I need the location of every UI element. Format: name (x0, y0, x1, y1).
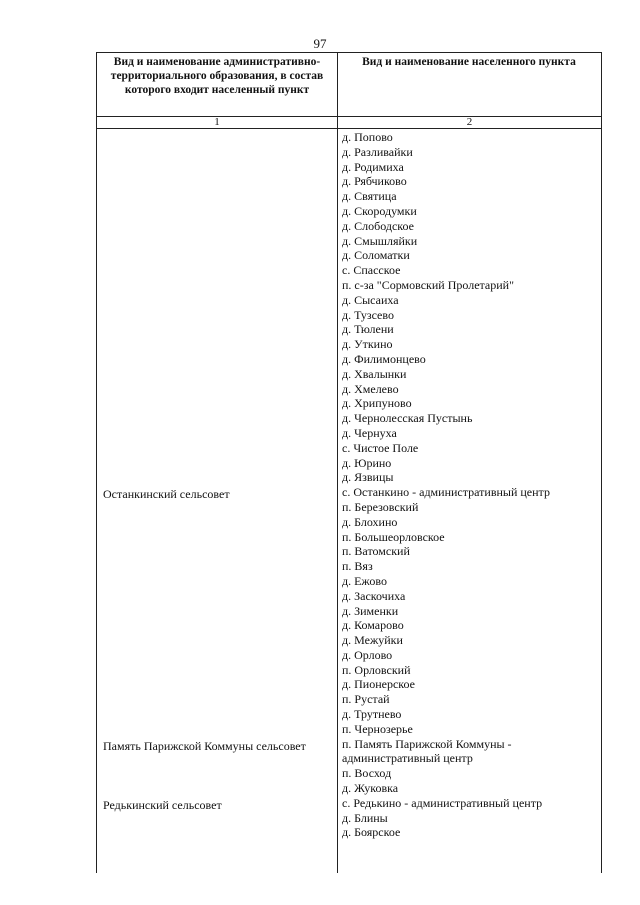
column-number-1: 1 (214, 116, 220, 128)
settlement-item: д. Трутнево (342, 707, 402, 722)
settlement-item: д. Хмелево (342, 381, 399, 396)
settlement-item: д. Боярское (342, 825, 401, 840)
header-col-1: Вид и наименование административно-территориального образования, в состав которого входит населенный пункт (110, 56, 324, 96)
settlement-item: д. Блины (342, 810, 388, 825)
settlement-item: п. Большеорловское (342, 529, 445, 544)
settlement-item: д. Чернуха (342, 425, 397, 440)
table-header-row (97, 53, 601, 117)
settlement-item: д. Хвалынки (342, 366, 407, 381)
settlement-item: п. Память Парижской Коммуны - административный центр (342, 736, 512, 766)
settlement-item: д. Рябчиково (342, 174, 407, 189)
settlement-item: д. Скородумки (342, 203, 417, 218)
settlement-item: п. Восход (342, 766, 392, 781)
settlement-item: д. Святица (342, 189, 397, 204)
settlement-item: д. Слободское (342, 218, 414, 233)
settlement-item: с. Чистое Поле (342, 440, 419, 455)
settlement-item: д. Орлово (342, 647, 393, 662)
settlement-list (342, 130, 598, 840)
settlement-item: д. Сысаиха (342, 292, 399, 307)
settlement-item: д. Разливайки (342, 144, 413, 159)
settlement-item: д. Межуйки (342, 633, 403, 648)
settlements-table (96, 52, 602, 873)
settlement-item: п. Ватомский (342, 544, 410, 559)
settlement-item: д. Комарово (342, 618, 404, 633)
settlement-item: п. Вяз (342, 559, 373, 574)
district-pamyat-parizhskoy-kommuny: Память Парижской Коммуны сельсовет (103, 739, 306, 753)
settlement-item: п. Рустай (342, 692, 390, 707)
settlement-item: д. Соломатки (342, 248, 410, 263)
settlement-item: д. Филимонцево (342, 351, 426, 366)
settlement-item: д. Тузсево (342, 307, 394, 322)
column-divider (337, 53, 338, 873)
settlement-item: д. Блохино (342, 514, 398, 529)
column-number-2: 2 (466, 116, 473, 128)
column-number-row (97, 116, 601, 129)
settlement-item: д. Язвицы (342, 470, 394, 485)
settlement-item: п. Березовский (342, 499, 419, 514)
district-ostankino: Останкинский сельсовет (103, 487, 230, 501)
settlement-item: д. Пионерское (342, 677, 415, 692)
settlement-item: д. Жуковка (342, 781, 399, 796)
settlement-item: д. Чернолесская Пустынь (342, 411, 473, 426)
header-col-2: Вид и наименование населенного пункта (362, 56, 576, 68)
settlement-item: д. Заскочиха (342, 588, 406, 603)
settlement-item: д. Юрино (342, 455, 392, 470)
settlement-item: с. Редькино - административный центр (342, 795, 543, 810)
settlement-item: д. Тюлени (342, 322, 394, 337)
settlement-item: д. Родимиха (342, 159, 404, 174)
settlement-item: п. с-за "Сормовский Пролетарий" (342, 277, 515, 292)
page-number: 97 (313, 36, 327, 51)
settlement-item: д. Ежово (342, 573, 388, 588)
settlement-item: с. Останкино - административный центр (342, 485, 550, 500)
settlement-item: с. Спасское (342, 263, 401, 278)
settlement-item: д. Попово (342, 130, 393, 144)
settlement-item: д. Уткино (342, 337, 393, 352)
district-redkino: Редькинский сельсовет (103, 798, 222, 812)
settlement-item: п. Чернозерье (342, 721, 413, 736)
settlement-item: д. Смышляйки (342, 233, 418, 248)
settlement-item: д. Зименки (342, 603, 399, 618)
settlement-item: п. Орловский (342, 662, 411, 677)
settlement-item: д. Хрипуново (342, 396, 412, 411)
